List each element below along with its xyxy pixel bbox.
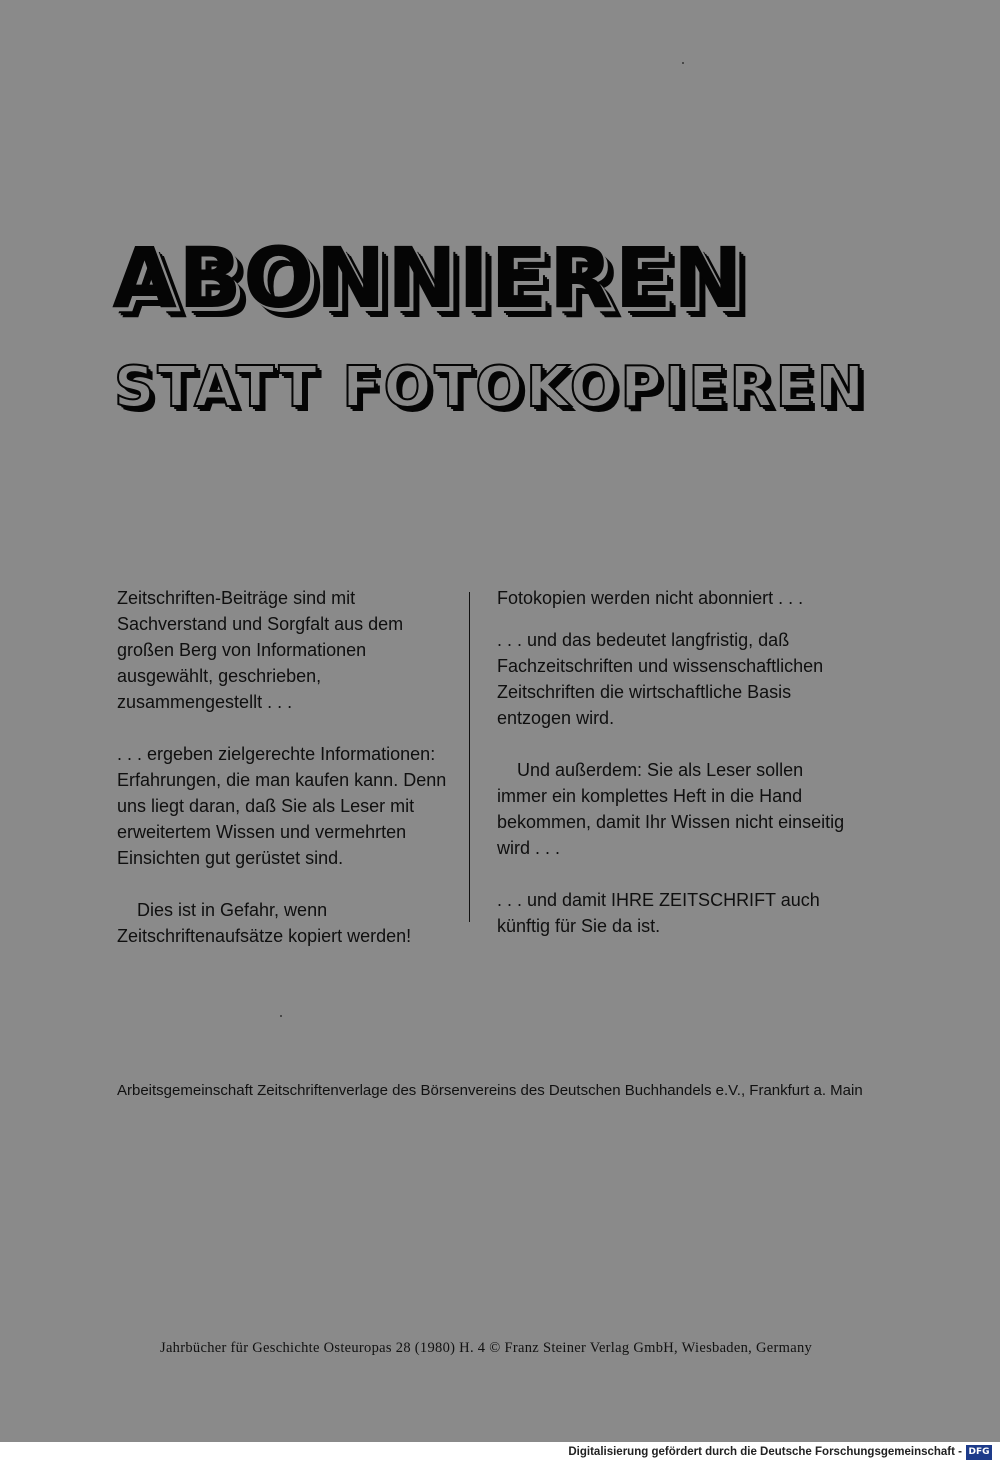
scan-speck — [280, 1015, 282, 1017]
right-paragraph-3: Und außerdem: Sie als Leser sollen immer ein komplettes Heft in die Hand bekommen, damit Ihr Wissen nicht einseitig wird . . . — [497, 760, 845, 858]
publisher-association-note: Arbeitsgemeinschaft Zeitschriftenverlage des Börsenvereins des Deutschen Buchhandels e.V., Frankfurt a. Main — [117, 1082, 863, 1099]
dfg-notice-text: Digitalisierung gefördert durch die Deutsche Forschungsgemeinschaft - — [568, 1446, 962, 1458]
left-column — [117, 585, 457, 975]
right-paragraph-1: Fotokopien werden nicht abonniert . . . — [497, 588, 804, 608]
right-paragraph-2: . . . und das bedeutet langfristig, daß Fachzeitschriften und wissenschaftlichen Zeitschriften die wirtschaftliche Basis entzogen wird. — [497, 630, 824, 728]
left-paragraph-1: Zeitschriften-Beiträge sind mit Sachverstand und Sorgfalt aus dem großen Berg von Informationen ausgewählt, geschrieben, zusammengestellt . . . — [117, 588, 404, 712]
left-paragraph-2: . . . ergeben zielgerechte Informationen: Erfahrungen, die man kaufen kann. Denn uns liegt daran, daß Sie als Leser mit erweitertem Wissen und vermehrten Einsichten gut gerüstet sind. — [117, 744, 447, 868]
headline: ABONNIEREN — [112, 229, 745, 327]
column-divider — [469, 592, 470, 922]
right-paragraph-4: . . . und damit IHRE ZEITSCHRIFT auch künftig für Sie da ist. — [497, 890, 820, 936]
left-paragraph-3: Dies ist in Gefahr, wenn Zeitschriftenaufsätze kopiert werden! — [117, 900, 412, 946]
digitization-notice-bar — [0, 1442, 1000, 1464]
dfg-logo-icon[interactable]: DFG — [966, 1445, 992, 1460]
right-column — [497, 585, 857, 965]
journal-citation: Jahrbücher für Geschichte Osteuropas 28 (1980) H. 4 © Franz Steiner Verlag GmbH, Wiesbaden, Germany — [160, 1340, 813, 1356]
subheadline: STATT FOTOKOPIEREN — [114, 355, 867, 420]
scan-speck — [682, 62, 684, 64]
